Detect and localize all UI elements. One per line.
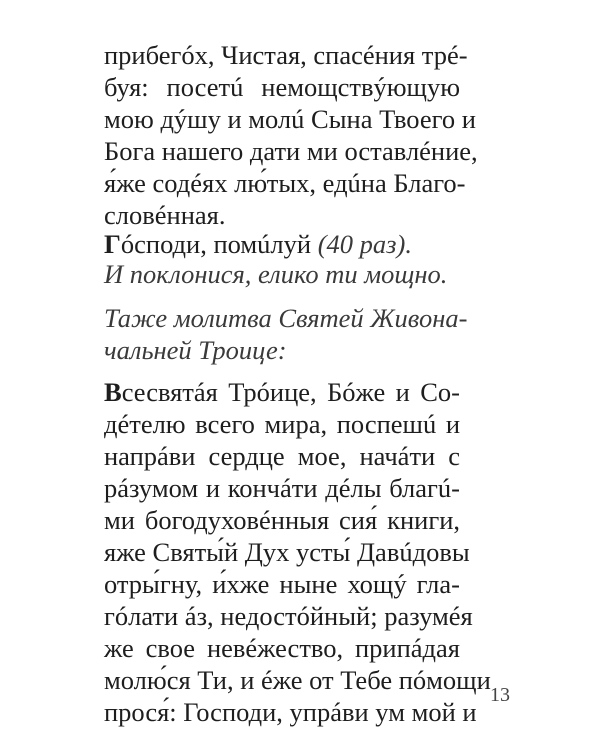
text-line: буя: посетú немощствýющую bbox=[104, 72, 460, 102]
text-line: гóлати áз, недостóйный; разумéя bbox=[104, 601, 473, 631]
text-line: мою дýшу и молú Сына Твоего и bbox=[104, 104, 476, 134]
gospodi-text: óсподи, помúлуй bbox=[120, 229, 318, 259]
text-line: я́же содéях лю́тых, едúна Благо- bbox=[104, 168, 466, 198]
text-line: прося́: Господи, упрáви ум мой и bbox=[104, 697, 477, 727]
text-line: словéнная. bbox=[104, 200, 226, 230]
text-line: Бога нашего дати ми оставлéние, bbox=[104, 136, 478, 166]
initial-letter: Г bbox=[104, 229, 121, 259]
rubric-line: И поклонися, елико ти мощно. bbox=[104, 259, 448, 289]
text-line: отры́гну, и́хже ныне хощý гла- bbox=[104, 569, 460, 599]
text-line: яже Святы́й Дух усты́ Давúдовы bbox=[104, 537, 470, 567]
text-line: рáзумом и кончáти дéлы благú- bbox=[104, 473, 460, 503]
prayer-first-rest: сесвятáя Трóице, Бóже и Со- bbox=[121, 377, 460, 407]
prayer-first-line bbox=[104, 376, 460, 408]
text-line: прибегóх, Чистая, спасéния трé- bbox=[104, 40, 468, 70]
page-number: 13 bbox=[490, 684, 510, 706]
prayer-heading-line: Таже молитва Святей Живона- bbox=[104, 303, 468, 333]
text-line: дéтелю всего мира, поспешú и bbox=[104, 409, 460, 439]
gospodi-pomilui-line bbox=[104, 228, 460, 260]
text-line: ми богодуховéнныя сия́ книги, bbox=[104, 505, 460, 535]
initial-letter: В bbox=[104, 377, 122, 407]
text-line: молю́ся Ти, и éже от Тебе пóмощи bbox=[104, 665, 491, 695]
text-line: же свое невéжество, припáдая bbox=[104, 633, 460, 663]
text-line: напрáви сердце мое, начáти с bbox=[104, 441, 460, 471]
prayer-heading-line: чальней Троице: bbox=[104, 335, 287, 365]
repeat-count: (40 раз). bbox=[317, 229, 412, 259]
